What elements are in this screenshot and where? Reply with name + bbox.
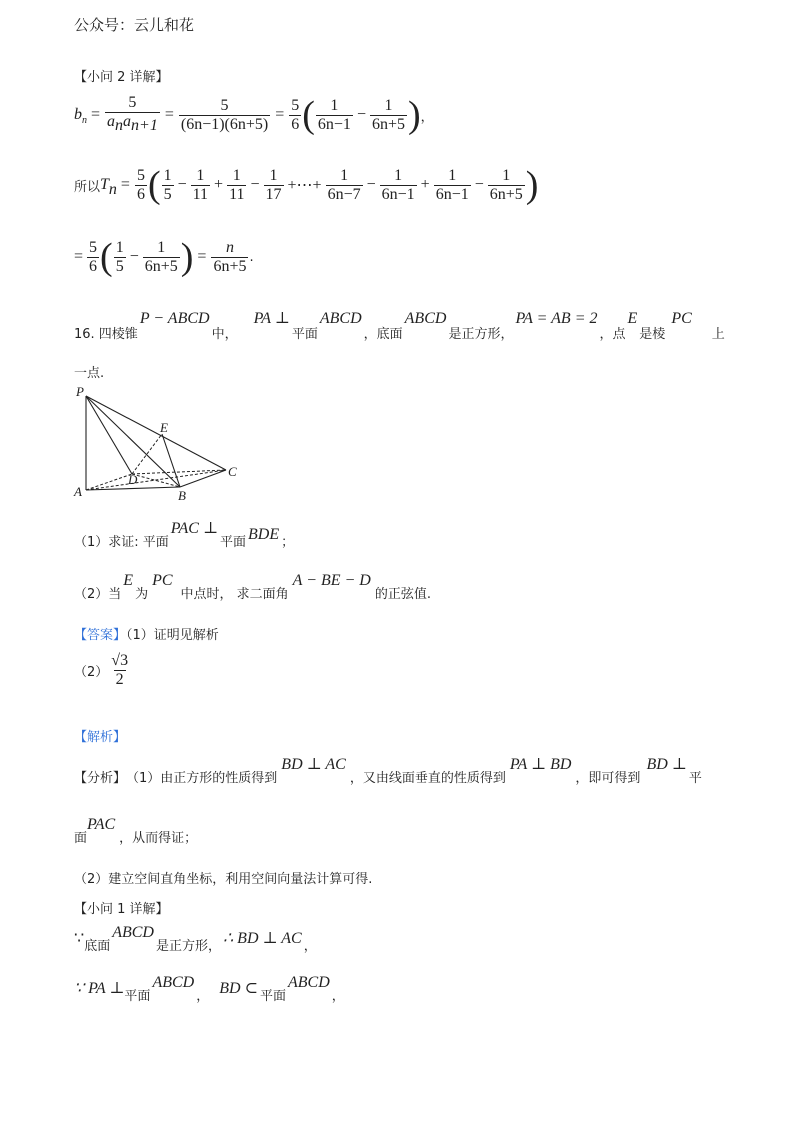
part1-label: 【小问 1 详解】 <box>74 902 169 917</box>
subquestion-2: （2）当 E 为 PC 中点时， 求二面角 A − BE − D 的正弦值. <box>74 572 431 602</box>
part1-line-2: ∵ PA ⊥ 平面 ABCD ， BD ⊂ 平面 ABCD ， <box>74 974 345 1004</box>
term-sign: − <box>474 176 484 193</box>
analysis-line-3: （2）建立空间直角坐标，利用空间向量法计算可得. <box>74 872 373 887</box>
analysis-tag: 【解析】 <box>74 730 127 745</box>
term-sign: + <box>214 176 224 193</box>
header-title: 公众号：云儿和花 <box>74 16 195 34</box>
term-sign: +⋯+ <box>287 177 322 194</box>
subquestion-1: （1）求证: 平面 PAC ⊥ 平面 BDE ； <box>74 520 295 550</box>
term-fraction: $\frac{1}{6n-1}$ <box>381 166 415 203</box>
pyramid-figure <box>70 384 250 504</box>
term-sign: + <box>420 176 430 193</box>
label-b: B <box>178 488 186 503</box>
part2-label: 【小问 2 详解】 <box>74 70 169 85</box>
analysis-line-2: 面 PAC ，从而得证； <box>74 816 198 846</box>
term-sign: − <box>177 176 187 193</box>
label-a: A <box>74 484 82 499</box>
answer-line-2: （2） $\frac{√3}{2}$ <box>74 652 129 688</box>
question-16: 16. 四棱锥 P − ABCD 中， PA ⊥ 平面 ABCD ，底面 ABCD 是正方形， PA = AB = 2 ，点 E 是棱 PC 上 <box>74 310 725 342</box>
equation-tn: 所以 T n = $\frac{5}{6}$ ( $\frac{1}{5}$ − $\frac{1}{11}$ + $\frac{1}{11}$ − $\frac{1}{17}$ +⋯+ $\frac{1}{6n-7}$ − $\frac{1}{6n-1}$ + $\frac{1}{6n-1}$ − $\frac{1}{6n+5}$ ) <box>74 164 539 206</box>
edge-bc <box>180 470 226 487</box>
term-sign: − <box>250 176 260 193</box>
edge-pc <box>86 396 226 470</box>
edge-de <box>132 434 162 474</box>
term-sign: − <box>366 176 376 193</box>
term-fraction: $\frac{1}{5}$ <box>163 166 172 203</box>
edge-ad <box>86 474 132 490</box>
label-c: C <box>228 464 237 479</box>
term-fraction: $\frac{1}{11}$ <box>229 166 245 203</box>
edge-ab <box>86 487 180 490</box>
part1-line-1: ∵ 底面 ABCD 是正方形， ∴ BD ⊥ AC ， <box>74 924 317 954</box>
label-p: P <box>76 384 84 399</box>
term-fraction: $\frac{1}{6n-7}$ <box>327 166 361 203</box>
answer-line-1: 【答案】（1）证明见解析 <box>74 628 219 643</box>
label-d: D <box>128 472 138 487</box>
term-fraction: $\frac{1}{6n-1}$ <box>435 166 469 203</box>
analysis-line-1: 【分析】 （1）由正方形的性质得到 BD ⊥ AC ，又由线面垂直的性质得到 PA ⊥ BD ，即可得到 BD ⊥ 平 <box>74 756 702 786</box>
diag-ac <box>86 470 226 490</box>
term-fraction: $\frac{1}{17}$ <box>265 166 282 203</box>
term-fraction: $\frac{1}{11}$ <box>192 166 209 203</box>
tn-terms <box>161 167 526 204</box>
equation-result: = $\frac{5}{6}$ ( $\frac{1}{5}$ − $\frac{1}{6n+5}$ ) = $\frac{n}{6n+5}$ . <box>74 236 254 278</box>
equation-bn: b $_n$ = $\frac{5}{a_na_{n+1}}$ = $\frac{5}{(6n-1)(6n+5)}$ = $\frac{5}{6}$ ( $\frac{1}{6n-1}$ − $\frac{1}{6n+5}$ ) ， <box>74 94 434 136</box>
answer-tag: 【答案】 <box>74 628 127 643</box>
term-fraction: $\frac{1}{6n+5}$ <box>489 166 523 203</box>
question-16-line2: 一点. <box>74 366 105 381</box>
label-e: E <box>160 420 168 435</box>
